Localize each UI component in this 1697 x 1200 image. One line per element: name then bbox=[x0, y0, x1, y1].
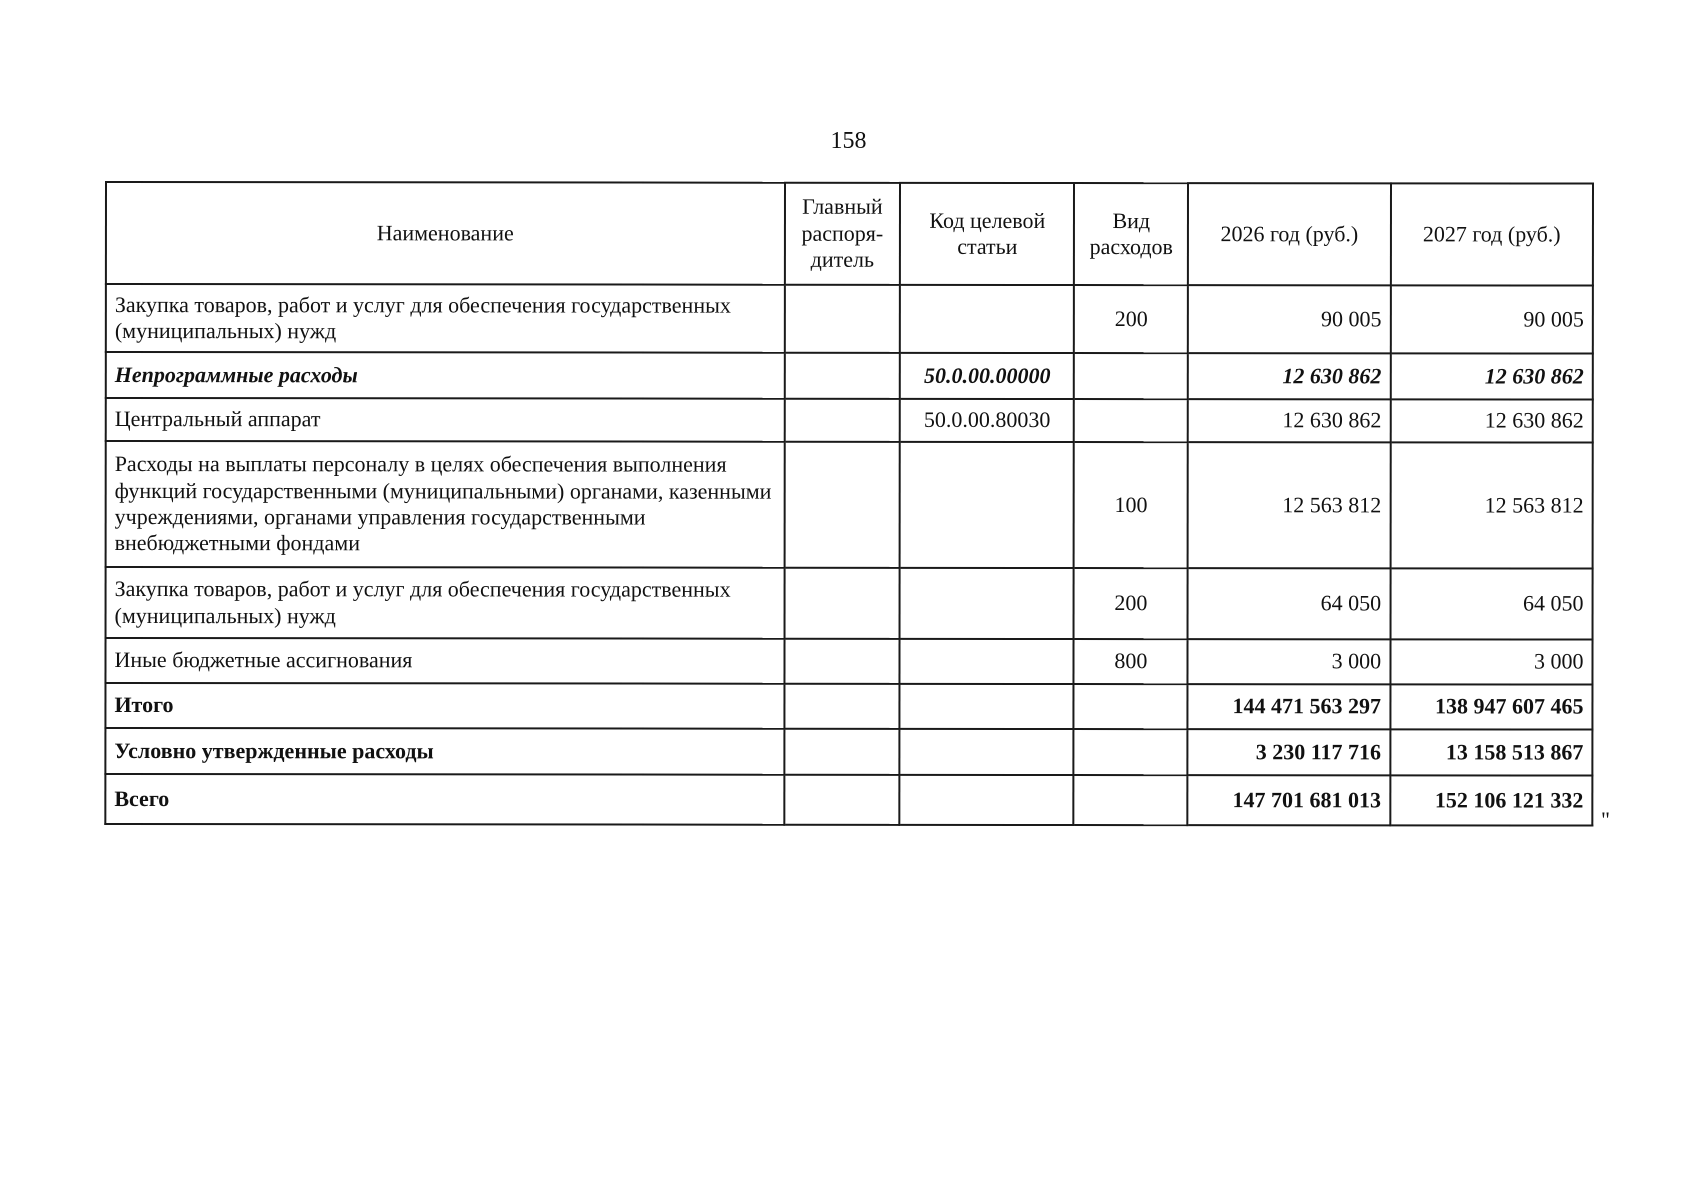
row-manager bbox=[784, 684, 900, 729]
header-2026: 2026 год (руб.) bbox=[1188, 183, 1390, 285]
row-2026: 147 701 681 013 bbox=[1188, 775, 1390, 825]
row-name: Центральный аппарат bbox=[106, 398, 785, 442]
row-kind bbox=[1074, 399, 1188, 442]
row-name: Итого bbox=[105, 683, 784, 729]
row-2027: 12 563 812 bbox=[1390, 442, 1593, 568]
row-manager bbox=[784, 775, 900, 825]
row-code bbox=[900, 285, 1074, 353]
row-2026: 12 630 862 bbox=[1188, 353, 1390, 399]
row-manager bbox=[784, 353, 900, 399]
budget-table bbox=[104, 181, 1594, 827]
row-name: Расходы на выплаты персоналу в целях обеспечения выполнения функций государственными (муниципальными) органами, казенными учреждениями, органами управления государственными внебюджетными фондами bbox=[106, 441, 785, 568]
row-code bbox=[900, 442, 1074, 568]
row-code bbox=[900, 684, 1074, 729]
table-row bbox=[105, 774, 1592, 826]
header-name: Наименование bbox=[106, 182, 785, 285]
table-row bbox=[106, 284, 1593, 354]
row-manager bbox=[784, 639, 900, 684]
header-code: Код целевой статьи bbox=[900, 183, 1074, 285]
row-name: Закупка товаров, работ и услуг для обеспечения государственных (муниципальных) нужд bbox=[106, 284, 785, 353]
table-header-row bbox=[106, 182, 1593, 286]
row-2026: 90 005 bbox=[1188, 285, 1390, 353]
header-kind: Вид расходов bbox=[1074, 183, 1188, 285]
row-2027: 12 630 862 bbox=[1390, 353, 1592, 399]
row-2026: 64 050 bbox=[1188, 568, 1390, 639]
row-name: Непрограммные расходы bbox=[106, 352, 785, 399]
row-2027: 152 106 121 332 bbox=[1390, 775, 1592, 825]
row-2026: 3 230 117 716 bbox=[1188, 729, 1390, 775]
table-row bbox=[105, 683, 1592, 730]
row-manager bbox=[784, 568, 900, 639]
row-manager bbox=[784, 729, 900, 775]
table-row bbox=[106, 398, 1593, 443]
row-kind: 200 bbox=[1074, 285, 1188, 353]
row-2027: 90 005 bbox=[1390, 285, 1592, 353]
table-row bbox=[106, 567, 1593, 640]
closing-quote-mark: " bbox=[1601, 807, 1610, 832]
row-kind: 100 bbox=[1074, 442, 1188, 568]
row-2026: 12 630 862 bbox=[1188, 399, 1390, 442]
row-manager bbox=[784, 442, 900, 568]
row-code bbox=[900, 568, 1074, 639]
row-2027: 138 947 607 465 bbox=[1390, 684, 1592, 729]
row-kind bbox=[1074, 353, 1188, 399]
row-2026: 144 471 563 297 bbox=[1188, 684, 1390, 729]
row-kind bbox=[1074, 684, 1188, 729]
row-kind: 200 bbox=[1074, 568, 1188, 639]
row-code bbox=[900, 639, 1074, 684]
row-code bbox=[900, 775, 1074, 825]
header-manager: Главный распоря-дитель bbox=[784, 183, 900, 285]
row-2027: 12 630 862 bbox=[1390, 399, 1592, 442]
table-row bbox=[106, 441, 1593, 569]
header-2027: 2027 год (руб.) bbox=[1390, 183, 1593, 285]
row-2026: 12 563 812 bbox=[1188, 442, 1390, 568]
row-2026: 3 000 bbox=[1188, 639, 1390, 684]
row-2027: 13 158 513 867 bbox=[1390, 729, 1592, 775]
row-kind bbox=[1074, 775, 1188, 825]
table-row bbox=[106, 352, 1593, 400]
row-code: 50.0.00.00000 bbox=[900, 353, 1074, 399]
table-row bbox=[105, 638, 1592, 685]
row-name: Условно утвержденные расходы bbox=[105, 728, 784, 775]
row-kind: 800 bbox=[1074, 639, 1188, 684]
row-name: Всего bbox=[105, 774, 784, 825]
row-2027: 64 050 bbox=[1390, 568, 1592, 639]
page-number: 158 bbox=[830, 128, 867, 154]
row-kind bbox=[1074, 729, 1188, 775]
row-code: 50.0.00.80030 bbox=[900, 399, 1074, 442]
row-manager bbox=[784, 399, 900, 442]
row-2027: 3 000 bbox=[1390, 639, 1592, 684]
row-manager bbox=[784, 285, 900, 353]
row-name: Закупка товаров, работ и услуг для обеспечения государственных (муниципальных) нужд bbox=[106, 567, 785, 639]
row-name: Иные бюджетные ассигнования bbox=[105, 638, 784, 684]
table-row bbox=[105, 728, 1592, 776]
row-code bbox=[900, 729, 1074, 775]
